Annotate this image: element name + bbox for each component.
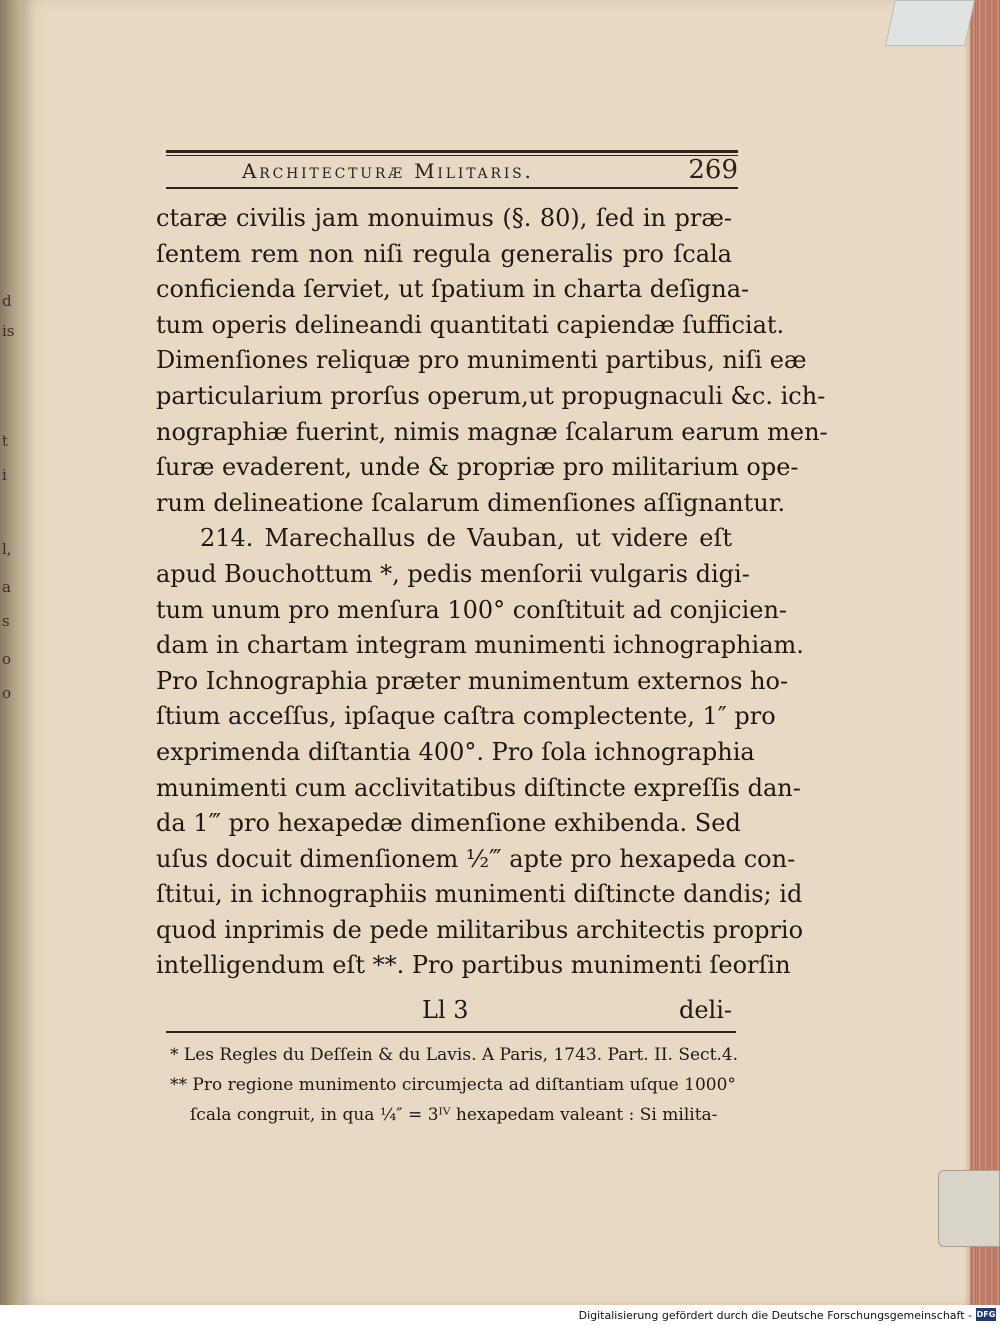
- running-head: [166, 157, 738, 185]
- page-tab-bottom: [938, 1170, 1000, 1247]
- footnotes: [156, 1040, 739, 1130]
- left-page-fragment: l,: [2, 540, 12, 558]
- header-rule-thin: [166, 155, 738, 156]
- left-page-edge: [0, 0, 24, 1305]
- text-line: intelligendum eſt **. Pro partibus munimenti ſeorſin: [156, 951, 791, 980]
- text-line: ctaræ civilis jam monuimus (§. 80), ſed in præ-: [156, 204, 732, 232]
- left-page-fragment: i: [2, 466, 7, 484]
- left-page-fragment: d: [2, 292, 12, 310]
- paragraph-start-line: 214. Marechallus de Vauban, ut videre eſt: [200, 524, 732, 553]
- text-line: uſus docuit dimenſionem ½‴ apte pro hexapeda con-: [156, 844, 796, 873]
- body-text: [156, 201, 828, 984]
- text-line: conficienda ſerviet, ut ſpatium in charta deſigna-: [156, 275, 750, 304]
- left-page-fragment: s: [2, 612, 10, 630]
- text-line: exprimenda diſtantia 400°. Pro ſola ichnographia: [156, 737, 755, 766]
- text-line: particularium prorſus operum,ut propugnaculi &c. ich-: [156, 381, 826, 410]
- text-line: rum delineatione ſcalarum dimenſiones aſſignantur.: [156, 488, 786, 517]
- left-page-fragment: a: [2, 578, 11, 596]
- text-line: Dimenſiones reliquæ pro munimenti partibus, niſi eæ: [156, 346, 807, 375]
- footer-bar: [0, 1305, 1000, 1325]
- text-line: da 1‴ pro hexapedæ dimenſione exhibenda. Sed: [156, 809, 741, 838]
- text-line: ſentem rem non niſi regula generalis pro ſcala: [156, 239, 732, 268]
- running-title: Architecturæ Militaris.: [242, 159, 534, 183]
- text-line: tum operis delineandi quantitati capiendæ ſufficiat.: [156, 310, 785, 339]
- book-fore-edge: [970, 0, 1000, 1305]
- text-line: ſuræ evaderent, unde & propriæ pro militarium ope-: [156, 453, 799, 482]
- page-number: 269: [688, 155, 738, 185]
- footnote-continuation: ſcala congruit, in qua ¼″ = 3ᴵⱽ hexapedam valeant : Si milita-: [190, 1105, 718, 1125]
- header-rule-bottom: [166, 187, 738, 189]
- left-page-fragment: o: [2, 684, 12, 702]
- footnote: * Les Regles du Deſſein & du Lavis. A Paris, 1743. Part. II. Sect.4.: [170, 1045, 739, 1065]
- text-line: apud Bouchottum *, pedis menſorii vulgaris digi-: [156, 559, 750, 588]
- text-line: nographiæ fuerint, nimis magnæ ſcalarum earum men-: [156, 417, 828, 446]
- header-rule: [166, 150, 738, 153]
- left-page-fragment: t: [2, 432, 9, 450]
- catchword: deli-: [678, 996, 732, 1024]
- text-line: quod inprimis de pede militaribus architectis proprio: [156, 915, 804, 944]
- text-line: munimenti cum acclivitatibus diſtincte expreſſis dan-: [156, 773, 801, 802]
- footnote: ** Pro regione munimento circumjecta ad diſtantiam uſque 1000°: [170, 1075, 736, 1095]
- left-page-fragment: is: [2, 322, 15, 340]
- left-page-fragment: o: [2, 650, 12, 668]
- footnote-rule: [166, 1031, 736, 1033]
- dfg-logo-icon: DFG: [976, 1310, 996, 1319]
- text-line: ſtitui, in ichnographiis munimenti diſtincte dandis; id: [156, 880, 803, 909]
- text-line: tum unum pro menſura 100° conſtituit ad conjicien-: [156, 595, 788, 624]
- text-line: ſtium acceſſus, ipſaque caſtra complectente, 1″ pro: [156, 702, 776, 731]
- text-line: Pro Ichnographia præter munimentum externos ho-: [156, 666, 789, 695]
- catch-line: [156, 996, 732, 1026]
- page-tab-top: [885, 0, 975, 46]
- signature-mark: Ll 3: [422, 996, 469, 1024]
- text-line: dam in chartam integram munimenti ichnographiam.: [156, 631, 804, 660]
- funding-credit: Digitalisierung gefördert durch die Deutsche Forschungsgemeinschaft -: [578, 1309, 972, 1322]
